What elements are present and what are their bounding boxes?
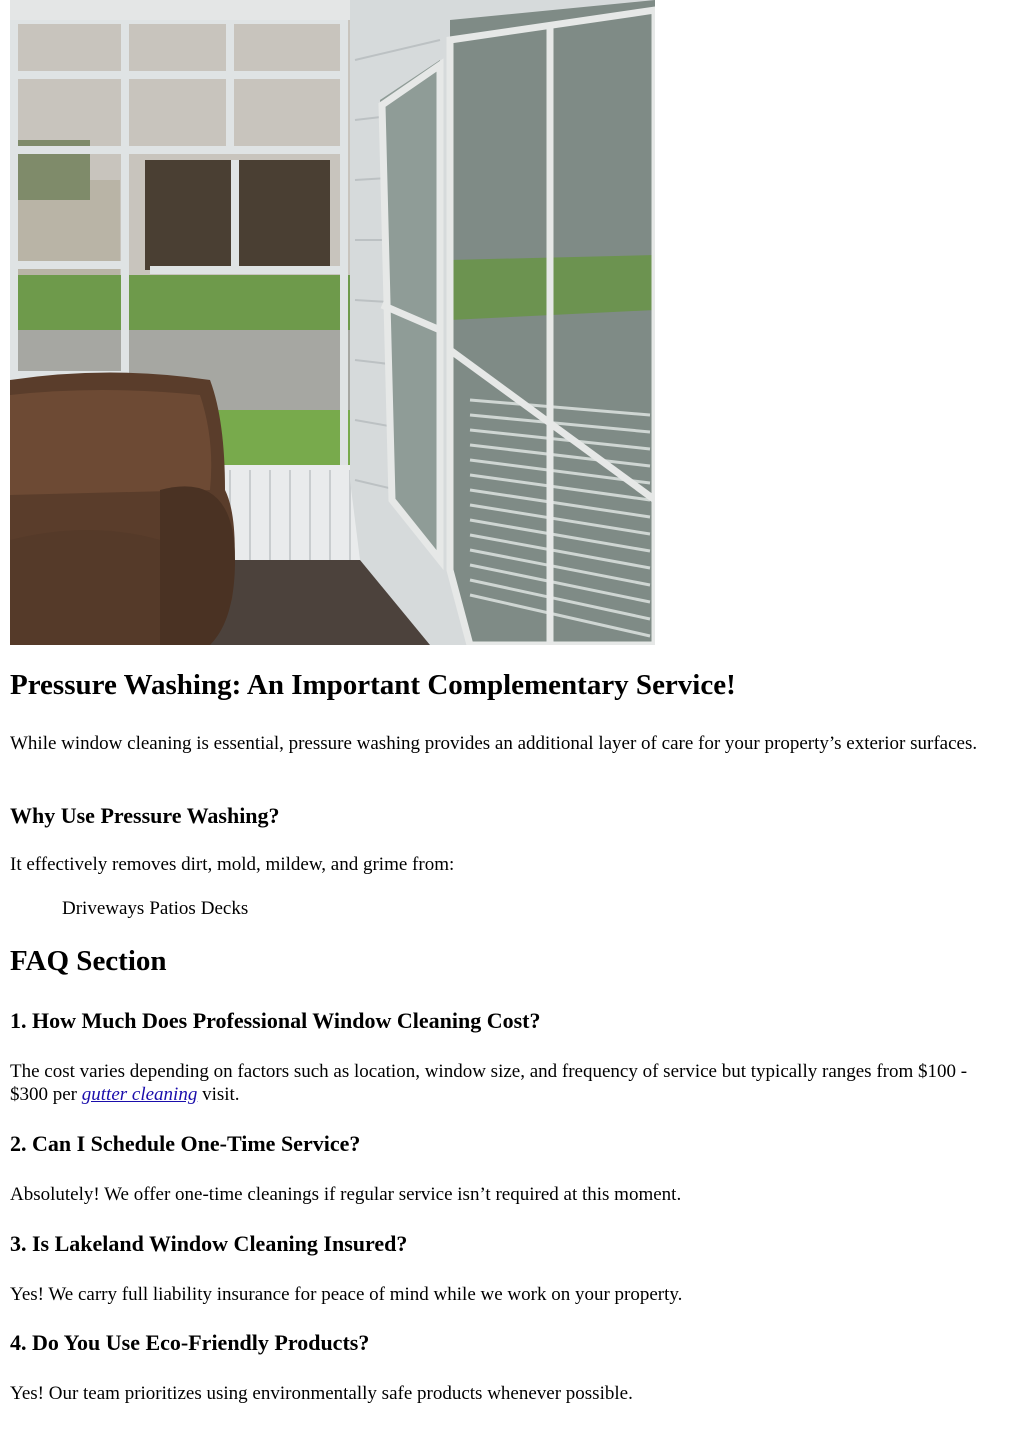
pressure-washing-intro: While window cleaning is essential, pressure washing provides an additional layer of care for your property’s exterior surfaces. (10, 733, 978, 754)
sunroom-window-photo (10, 0, 655, 645)
page-content (10, 0, 1010, 1404)
hero-photo (10, 0, 655, 645)
pressure-washing-title: Pressure Washing: An Important Complementary Service! (10, 669, 736, 701)
faq-question-1: 1. How Much Does Professional Window Cleaning Cost? (10, 1008, 541, 1033)
list-item: Patios (149, 898, 196, 919)
why-pressure-washing-text: It effectively removes dirt, mold, mildew, and grime from: (10, 854, 455, 875)
gutter-cleaning-link[interactable]: gutter cleaning (81, 1084, 198, 1105)
faq-question-4: 4. Do You Use Eco-Friendly Products? (10, 1330, 370, 1355)
faq-title: FAQ Section (10, 945, 167, 977)
faq-answer-2: Absolutely! We offer one-time cleanings if regular service isn’t required at this moment. (10, 1184, 682, 1205)
why-pressure-washing-heading: Why Use Pressure Washing? (10, 803, 280, 828)
list-item: Decks (200, 898, 249, 919)
list-item: Driveways (62, 898, 145, 919)
faq-answer-1: The cost varies depending on factors such as location, window size, and frequency of service but typically ranges from $100 - $300 per gutter cleaning visit. (10, 1061, 968, 1105)
faq-question-3: 3. Is Lakeland Window Cleaning Insured? (10, 1231, 408, 1256)
surfaces-list (62, 897, 253, 920)
faq-answer-4: Yes! Our team prioritizes using environmentally safe products whenever possible. (10, 1383, 633, 1404)
faq-question-2: 2. Can I Schedule One-Time Service? (10, 1131, 361, 1156)
faq-answer-3: Yes! We carry full liability insurance for peace of mind while we work on your property. (10, 1284, 683, 1305)
